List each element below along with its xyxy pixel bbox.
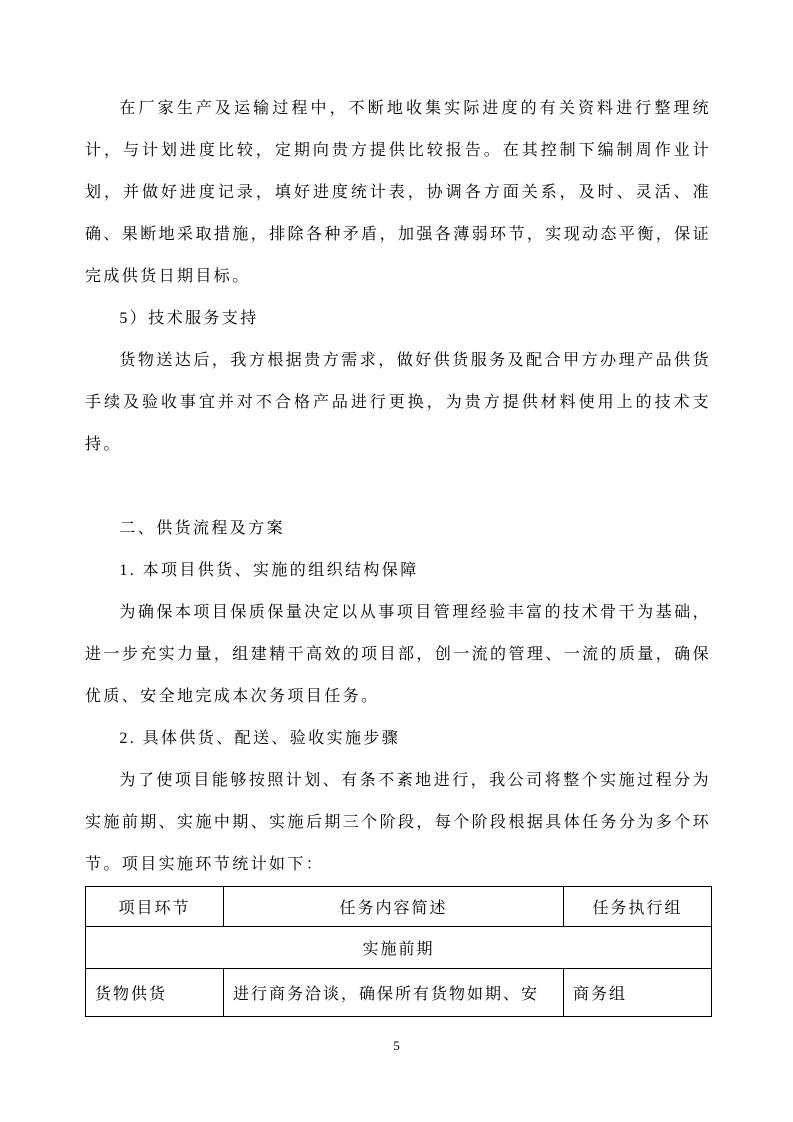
table-cell-task: 进行商务洽谈，确保所有货物如期、安 — [224, 969, 564, 1017]
blank-line — [85, 466, 711, 508]
table-section-row — [86, 927, 712, 969]
paragraph-org-structure: 为确保本项目保质保量决定以从事项目管理经验丰富的技术骨干为基础，进一步充实力量，组建精干高效的项目部，创一流的管理、一流的质量，确保优质、安全地完成本次务项目任务。 — [85, 604, 711, 705]
table-header-row — [86, 887, 712, 927]
heading-org-structure: 1. 本项目供货、实施的组织结构保障 — [119, 562, 419, 579]
paragraph-progress-control: 在厂家生产及运输过程中，不断地收集实际进度的有关资料进行整理统计，与计划进度比较，定期向贵方提供比较报告。在其控制下编制周作业计划，并做好进度记录，填好进度统计表，协调各方面关系，及时、灵活、准确、果断地采取措施，排除各种矛盾，加强各薄弱环节，实现动态平衡，保证完成供货日期目标。 — [85, 100, 711, 285]
table-header-cell-phase: 项目环节 — [86, 887, 224, 927]
heading-supply-process: 二、供货流程及方案 — [119, 520, 285, 537]
heading-implementation: 2. 具体供货、配送、验收实施步骤 — [119, 730, 401, 747]
table-cell-phase: 货物供货 — [86, 969, 224, 1017]
table-section-cell: 实施前期 — [86, 927, 712, 969]
paragraph-after-delivery: 货物送达后，我方根据贵方需求，做好供货服务及配合甲方办理产品供货手续及验收事宜并对不合格产品进行更换，为贵方提供材料使用上的技术支持。 — [85, 352, 711, 453]
page-number: 5 — [393, 1038, 400, 1053]
paragraph-implementation: 为了使项目能够按照计划、有条不紊地进行，我公司将整个实施过程分为实施前期、实施中期、实施后期三个阶段，每个阶段根据具体任务分为多个环节。项目实施环节统计如下： — [85, 772, 711, 873]
table-header-cell-task: 任务内容简述 — [224, 887, 564, 927]
table-row — [86, 969, 712, 1017]
heading-tech-service: 5）技术服务支持 — [119, 310, 259, 327]
table-cell-executor: 商务组 — [564, 969, 712, 1017]
page-content — [85, 88, 711, 1017]
implementation-steps-table — [85, 886, 712, 1017]
table-header-cell-executor: 任务执行组 — [564, 887, 712, 927]
